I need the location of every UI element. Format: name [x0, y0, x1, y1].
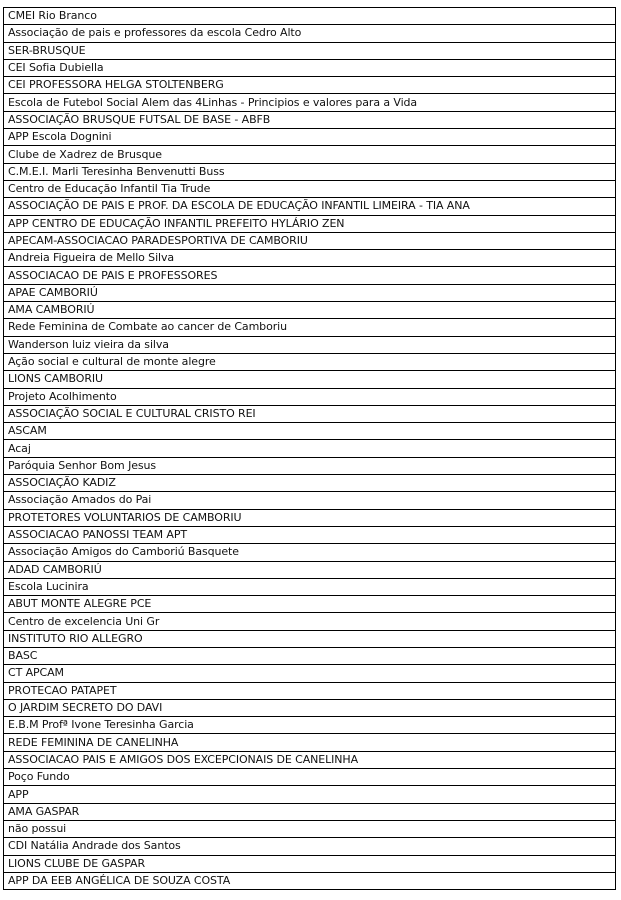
organization-name-cell: Escola Lucinira — [4, 578, 615, 595]
table-row — [4, 786, 615, 803]
table-row — [4, 717, 615, 734]
organization-name-cell: Rede Feminina de Combate ao cancer de Camboriu — [4, 319, 615, 336]
table-row — [4, 596, 615, 613]
organization-name-cell: CEI Sofia Dubiella — [4, 59, 615, 76]
organization-name-cell: ASSOCIAÇÃO BRUSQUE FUTSAL DE BASE - ABFB — [4, 111, 615, 128]
table-row — [4, 578, 615, 595]
table-row — [4, 699, 615, 716]
organization-name-cell: Wanderson luiz vieira da silva — [4, 336, 615, 353]
table-row — [4, 509, 615, 526]
organization-name-cell: Associação Amados do Pai — [4, 492, 615, 509]
table-row — [4, 302, 615, 319]
table-row — [4, 250, 615, 267]
organization-name-cell: E.B.M Profª Ivone Teresinha Garcia — [4, 717, 615, 734]
table-row — [4, 319, 615, 336]
table-row — [4, 267, 615, 284]
table-row — [4, 665, 615, 682]
organization-name-cell: ASSOCIAÇÃO DE PAIS E PROF. DA ESCOLA DE EDUCAÇÃO INFANTIL LIMEIRA - TIA ANA — [4, 198, 615, 215]
organization-name-cell: CMEI Rio Branco — [4, 8, 615, 25]
organization-name-cell: O JARDIM SECRETO DO DAVI — [4, 699, 615, 716]
table-row — [4, 475, 615, 492]
table-row — [4, 526, 615, 543]
organization-name-cell: ABUT MONTE ALEGRE PCE — [4, 596, 615, 613]
organization-name-cell: Escola de Futebol Social Alem das 4Linhas - Principios e valores para a Vida — [4, 94, 615, 111]
table-row — [4, 371, 615, 388]
table-row — [4, 855, 615, 872]
organization-name-cell: APP DA EEB ANGÉLICA DE SOUZA COSTA — [4, 872, 615, 889]
organization-name-cell: CDI Natália Andrade dos Santos — [4, 838, 615, 855]
table-row — [4, 803, 615, 820]
table-row — [4, 820, 615, 837]
organization-name-cell: AMA CAMBORIÚ — [4, 302, 615, 319]
table-row — [4, 215, 615, 232]
table-row — [4, 769, 615, 786]
organization-name-cell: não possui — [4, 820, 615, 837]
table-row — [4, 613, 615, 630]
organization-name-cell: APP — [4, 786, 615, 803]
table-row — [4, 180, 615, 197]
organization-name-cell: SER-BRUSQUE — [4, 42, 615, 59]
organization-name-cell: Paróquia Senhor Bom Jesus — [4, 457, 615, 474]
table-row — [4, 492, 615, 509]
organization-list-table — [3, 7, 616, 890]
organization-name-cell: Associação Amigos do Camboriú Basquete — [4, 544, 615, 561]
organization-name-cell: Associação de pais e professores da escola Cedro Alto — [4, 25, 615, 42]
organization-name-cell: CEI PROFESSORA HELGA STOLTENBERG — [4, 77, 615, 94]
organization-grid — [4, 8, 615, 890]
organization-name-cell: Centro de excelencia Uni Gr — [4, 613, 615, 630]
table-row — [4, 77, 615, 94]
organization-name-cell: LIONS CAMBORIU — [4, 371, 615, 388]
organization-name-cell: ASSOCIACAO PANOSSI TEAM APT — [4, 526, 615, 543]
organization-name-cell: Andreia Figueira de Mello Silva — [4, 250, 615, 267]
organization-name-cell: Acaj — [4, 440, 615, 457]
organization-name-cell: Centro de Educação Infantil Tia Trude — [4, 180, 615, 197]
organization-name-cell: PROTETORES VOLUNTARIOS DE CAMBORIU — [4, 509, 615, 526]
organization-name-cell: AMA GASPAR — [4, 803, 615, 820]
table-row — [4, 544, 615, 561]
organization-name-cell: BASC — [4, 647, 615, 664]
organization-name-cell: CT APCAM — [4, 665, 615, 682]
organization-name-cell: ASSOCIACAO DE PAIS E PROFESSORES — [4, 267, 615, 284]
table-row — [4, 59, 615, 76]
table-row — [4, 838, 615, 855]
organization-name-cell: Ação social e cultural de monte alegre — [4, 353, 615, 370]
table-row — [4, 146, 615, 163]
table-row — [4, 405, 615, 422]
table-row — [4, 42, 615, 59]
organization-name-cell: REDE FEMININA DE CANELINHA — [4, 734, 615, 751]
table-row — [4, 388, 615, 405]
organization-name-cell: INSTITUTO RIO ALLEGRO — [4, 630, 615, 647]
table-row — [4, 440, 615, 457]
table-row — [4, 734, 615, 751]
organization-name-cell: PROTECAO PATAPET — [4, 682, 615, 699]
organization-name-cell: LIONS CLUBE DE GASPAR — [4, 855, 615, 872]
table-row — [4, 872, 615, 889]
table-row — [4, 630, 615, 647]
organization-name-cell: ASCAM — [4, 423, 615, 440]
organization-name-cell: C.M.E.I. Marli Teresinha Benvenutti Buss — [4, 163, 615, 180]
organization-rows — [4, 8, 615, 890]
organization-name-cell: ASSOCIAÇÃO SOCIAL E CULTURAL CRISTO REI — [4, 405, 615, 422]
table-row — [4, 423, 615, 440]
organization-name-cell: APP CENTRO DE EDUCAÇÃO INFANTIL PREFEITO HYLÁRIO ZEN — [4, 215, 615, 232]
table-row — [4, 561, 615, 578]
table-row — [4, 94, 615, 111]
organization-name-cell: Clube de Xadrez de Brusque — [4, 146, 615, 163]
table-row — [4, 284, 615, 301]
table-row — [4, 198, 615, 215]
organization-name-cell: Poço Fundo — [4, 769, 615, 786]
table-row — [4, 111, 615, 128]
page-bottom-margin — [0, 891, 621, 900]
table-row — [4, 353, 615, 370]
table-row — [4, 682, 615, 699]
organization-name-cell: ADAD CAMBORIÚ — [4, 561, 615, 578]
organization-name-cell: ASSOCIAÇÃO KADIZ — [4, 475, 615, 492]
organization-name-cell: ASSOCIACAO PAIS E AMIGOS DOS EXCEPCIONAIS DE CANELINHA — [4, 751, 615, 768]
table-row — [4, 25, 615, 42]
table-row — [4, 163, 615, 180]
table-row — [4, 129, 615, 146]
table-row — [4, 647, 615, 664]
table-row — [4, 751, 615, 768]
organization-name-cell: APP Escola Dognini — [4, 129, 615, 146]
table-row — [4, 8, 615, 25]
table-row — [4, 232, 615, 249]
organization-name-cell: APECAM-ASSOCIACAO PARADESPORTIVA DE CAMBORIU — [4, 232, 615, 249]
table-row — [4, 336, 615, 353]
organization-name-cell: Projeto Acolhimento — [4, 388, 615, 405]
organization-name-cell: APAE CAMBORIÚ — [4, 284, 615, 301]
table-row — [4, 457, 615, 474]
